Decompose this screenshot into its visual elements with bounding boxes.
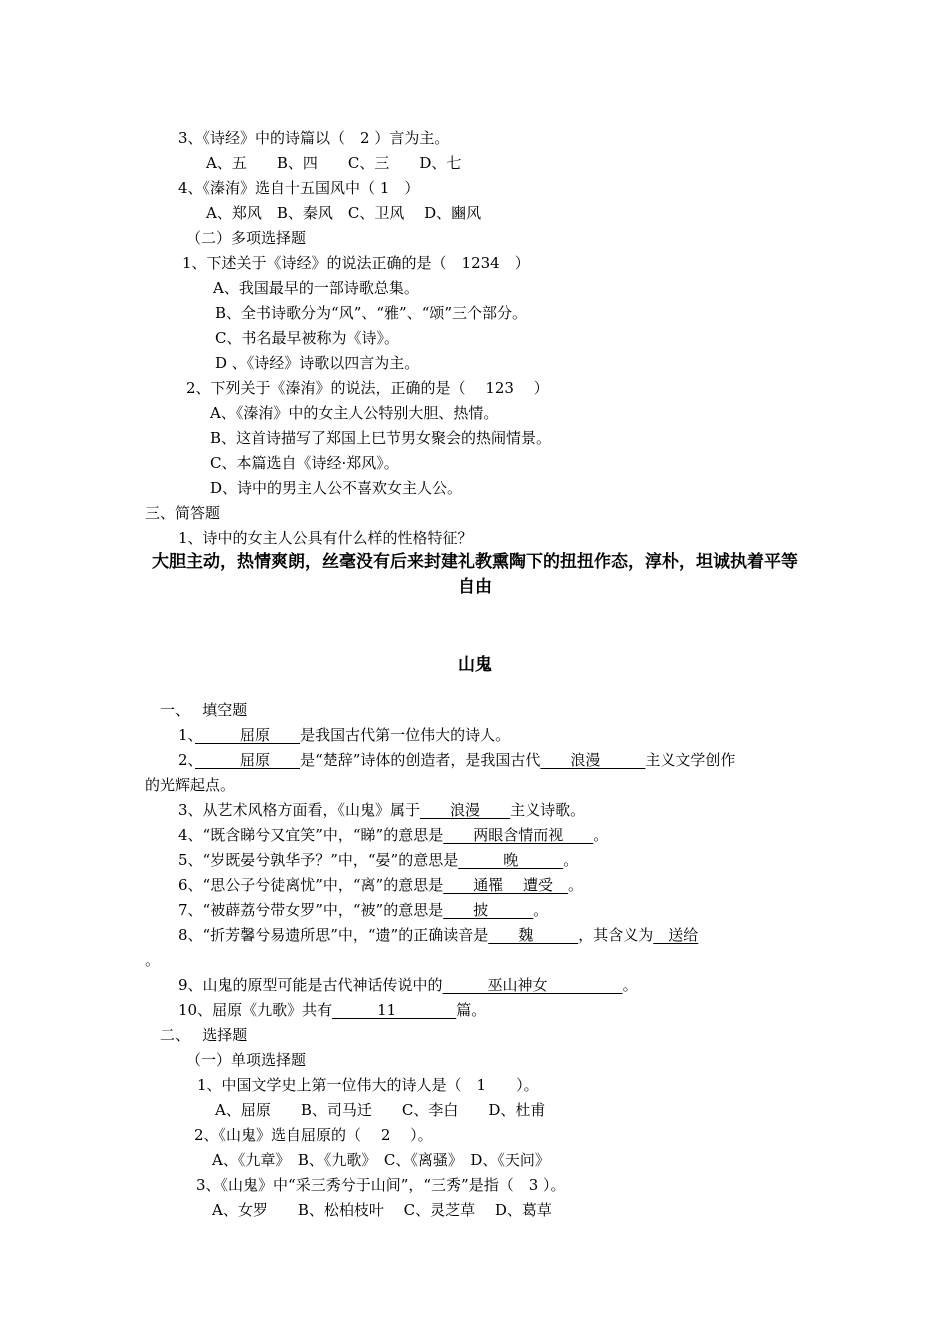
fill-answer-5: 晚 [458, 851, 564, 869]
fill-question-5: 5、“岁既晏兮孰华予？”中，“晏”的意思是 晚 。 [178, 851, 579, 869]
short-answer-1: 大胆主动，热情爽朗，丝毫没有后来封建礼教熏陶下的扭扭作态，淳朴，坦诚执着平等自由 [152, 552, 798, 597]
single-question-2: 2、《山鬼》选自屈原的（ 2 ）。 [194, 1126, 433, 1144]
multi-question-2-option-a: A、《溱洧》中的女主人公特别大胆、热情。 [210, 404, 499, 422]
fill-answer-8a: 魏 [488, 926, 579, 944]
fill-answer-2a: 屈原 [195, 751, 301, 769]
single-question-3-options: A、女罗 B、松柏枝叶 C、灵芝草 D、葛草 [212, 1201, 552, 1219]
single-question-2-options: A、《九章》 B、《九歌》 C、《离骚》 D、《天问》 [212, 1151, 550, 1169]
multi-question-2: 2、下列关于《溱洧》的说法，正确的是（ 123 ） [186, 379, 549, 397]
fill-question-2: 2、 屈原 是“楚辞”诗体的创造者，是我国古代 浪漫 主义文学创作 [178, 751, 736, 769]
fill-answer-7: 披 [443, 901, 534, 919]
fill-question-6: 6、“思公子兮徒离忧”中，“离”的意思是 通罹 遭受 。 [178, 876, 584, 894]
fill-answer-6: 通罹 遭受 [443, 876, 569, 894]
single-choice-heading: （一）单项选择题 [186, 1051, 307, 1069]
multi-question-2-option-b: B、这首诗描写了郑国上巳节男女聚会的热闹情景。 [210, 429, 552, 447]
multi-choice-heading: （二）多项选择题 [186, 229, 307, 247]
fill-question-1: 1、 屈原 是我国古代第一位伟大的诗人。 [178, 726, 511, 744]
fill-answer-3: 浪漫 [420, 801, 511, 819]
question-3: 3、《诗经》中的诗篇以（ 2 ）言为主。 [178, 129, 450, 147]
question-4: 4、《溱洧》选自十五国风中（ 1 ） [178, 179, 420, 197]
multi-question-1-option-a: A、我国最早的一部诗歌总集。 [213, 279, 419, 297]
fill-answer-2b: 浪漫 [540, 751, 646, 769]
multi-question-1-option-d: D 、《诗经》诗歌以四言为主。 [215, 354, 420, 372]
fill-question-2-continued: 的光辉起点。 [145, 776, 236, 794]
multi-question-2-option-d: D、诗中的男主人公不喜欢女主人公。 [210, 479, 463, 497]
section-title: 山鬼 [458, 655, 492, 675]
fill-answer-10: 11 [332, 1001, 457, 1019]
fill-answer-9: 巫山神女 [442, 976, 623, 994]
question-4-options: A、郑风 B、秦风 C、卫风 D、豳风 [206, 204, 482, 222]
single-question-1-options: A、屈原 B、司马迁 C、李白 D、杜甫 [215, 1101, 546, 1119]
single-question-3: 3、《山鬼》中“采三秀兮于山间”，“三秀”是指（ 3 ）。 [196, 1176, 566, 1194]
multi-question-1-option-c: C、书名最早被称为《诗》。 [215, 329, 399, 347]
choice-heading: 二、 选择题 [160, 1026, 248, 1044]
fill-question-4: 4、“既含睇兮又宜笑”中，“睇”的意思是 两眼含情而视 。 [178, 826, 609, 844]
fill-question-8-continued: 。 [145, 951, 161, 969]
fill-question-10: 10、屈原《九歌》共有 11 篇。 [178, 1001, 487, 1019]
short-answer-heading: 三、简答题 [145, 504, 221, 522]
multi-question-1: 1、下述关于《诗经》的说法正确的是（ 1234 ） [182, 254, 530, 272]
fill-question-8: 8、“折芳馨兮易遗所思”中，“遗”的正确读音是 魏 ，其含义为 送给 [178, 926, 699, 944]
multi-question-1-option-b: B、全书诗歌分为“风”、“雅”、“颂”三个部分。 [215, 304, 528, 322]
fill-question-3: 3、从艺术风格方面看，《山鬼》属于 浪漫 主义诗歌。 [178, 801, 586, 819]
fill-answer-4: 两眼含情而视 [443, 826, 594, 844]
short-answer-question-1: 1、诗中的女主人公具有什么样的性格特征？ [178, 529, 473, 547]
question-3-options: A、五 B、四 C、三 D、七 [206, 154, 462, 172]
fill-question-7: 7、“被薜荔兮带女罗”中，“被”的意思是 披 。 [178, 901, 549, 919]
multi-question-2-option-c: C、本篇选自《诗经·郑风》。 [210, 454, 399, 472]
single-question-1: 1、中国文学史上第一位伟大的诗人是（ 1 ）。 [197, 1076, 539, 1094]
fill-blank-heading: 一、 填空题 [160, 701, 248, 719]
fill-answer-1: 屈原 [195, 726, 301, 744]
fill-answer-8b: 送给 [653, 926, 699, 944]
fill-question-9: 9、山鬼的原型可能是古代神话传说中的 巫山神女 。 [178, 976, 638, 994]
